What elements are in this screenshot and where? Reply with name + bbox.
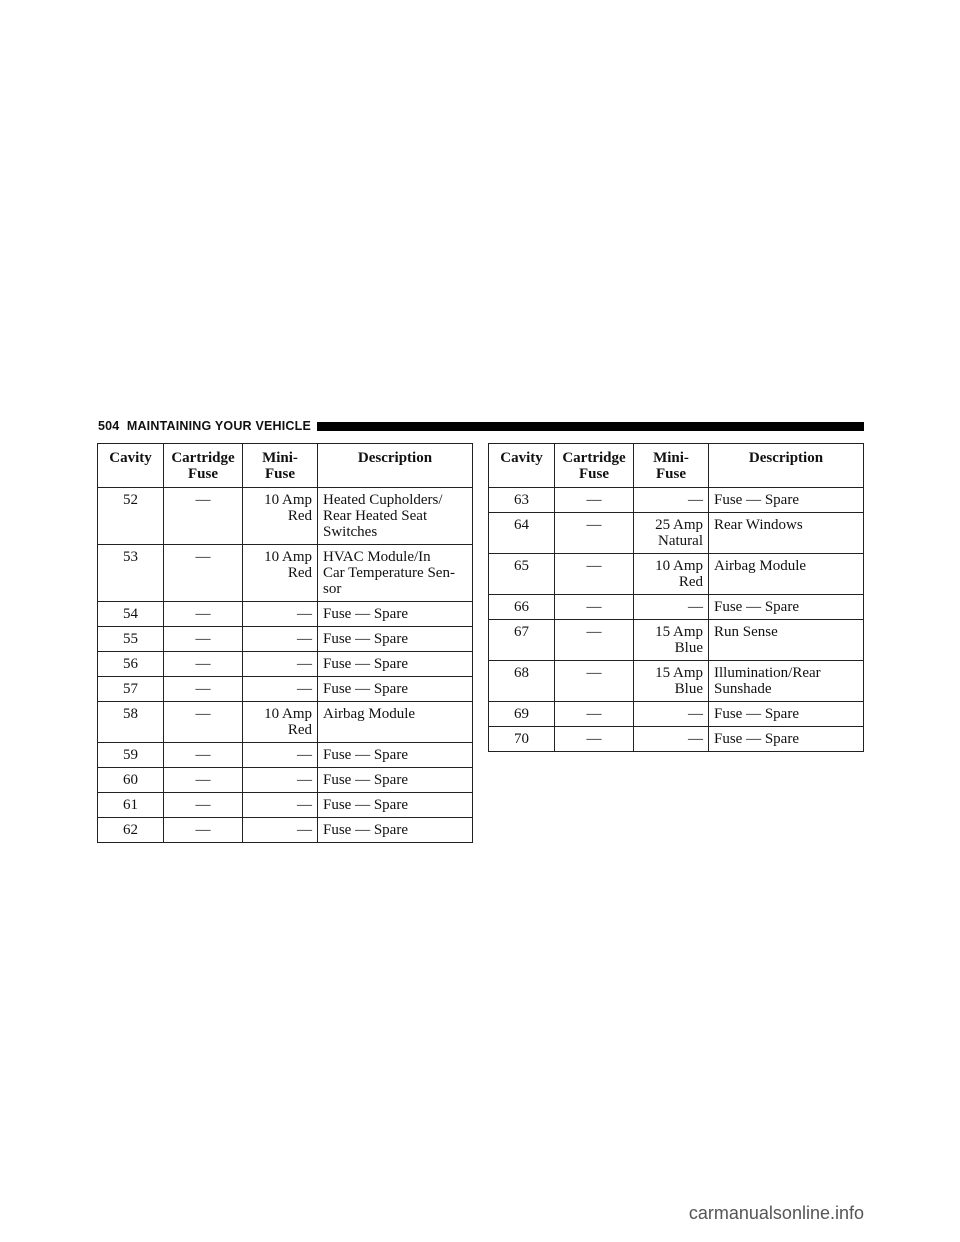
table-row	[98, 743, 473, 768]
cell-cavity: 55	[98, 627, 164, 652]
page-number: 504	[98, 419, 120, 433]
table-row	[489, 488, 864, 513]
cell-mini-fuse: 15 Amp Blue	[634, 661, 709, 702]
cell-mini-fuse: 10 Amp Red	[243, 488, 318, 545]
cell-cavity: 59	[98, 743, 164, 768]
cell-cartridge: —	[164, 818, 243, 843]
cell-description: Fuse — Spare	[709, 488, 864, 513]
table-row	[489, 513, 864, 554]
cell-description: Fuse — Spare	[318, 627, 473, 652]
cell-description: Fuse — Spare	[318, 793, 473, 818]
cell-description: Fuse — Spare	[709, 727, 864, 752]
cell-cartridge: —	[164, 793, 243, 818]
cell-description: Run Sense	[709, 620, 864, 661]
cell-cartridge: —	[555, 727, 634, 752]
cell-cartridge: —	[555, 554, 634, 595]
cell-cavity: 52	[98, 488, 164, 545]
fuse-table-left-body	[98, 488, 473, 843]
cell-cavity: 70	[489, 727, 555, 752]
fuse-table-right-body	[489, 488, 864, 752]
fuse-table-left	[97, 443, 473, 843]
table-row	[98, 627, 473, 652]
cell-cartridge: —	[164, 627, 243, 652]
page-header	[98, 417, 864, 435]
cell-mini-fuse: —	[634, 702, 709, 727]
table-row	[98, 488, 473, 545]
table-row	[489, 702, 864, 727]
cell-cavity: 65	[489, 554, 555, 595]
cell-description: Fuse — Spare	[318, 768, 473, 793]
cell-description: Fuse — Spare	[318, 652, 473, 677]
fuse-table-right	[488, 443, 864, 752]
cell-cartridge: —	[555, 595, 634, 620]
cell-mini-fuse: —	[634, 488, 709, 513]
table-row	[98, 793, 473, 818]
col-header-description: Description	[318, 444, 473, 488]
cell-cartridge: —	[164, 677, 243, 702]
cell-cavity: 57	[98, 677, 164, 702]
cell-cavity: 60	[98, 768, 164, 793]
cell-description: Fuse — Spare	[318, 602, 473, 627]
cell-description: Rear Windows	[709, 513, 864, 554]
cell-mini-fuse: —	[243, 602, 318, 627]
cell-description: HVAC Module/In Car Temperature Sen- sor	[318, 545, 473, 602]
cell-cavity: 63	[489, 488, 555, 513]
cell-cavity: 53	[98, 545, 164, 602]
col-header-mini: Mini- Fuse	[634, 444, 709, 488]
cell-cartridge: —	[164, 602, 243, 627]
col-header-cartridge: Cartridge Fuse	[555, 444, 634, 488]
cell-mini-fuse: —	[243, 652, 318, 677]
col-header-description: Description	[709, 444, 864, 488]
cell-mini-fuse: 10 Amp Red	[634, 554, 709, 595]
cell-cavity: 67	[489, 620, 555, 661]
cell-cartridge: —	[164, 545, 243, 602]
footer-watermark: carmanualsonline.info	[688, 1203, 864, 1223]
cell-mini-fuse: —	[634, 595, 709, 620]
cell-description: Fuse — Spare	[709, 702, 864, 727]
table-row	[98, 652, 473, 677]
table-row	[98, 602, 473, 627]
cell-cavity: 56	[98, 652, 164, 677]
cell-mini-fuse: 25 Amp Natural	[634, 513, 709, 554]
cell-mini-fuse: 10 Amp Red	[243, 702, 318, 743]
cell-description: Fuse — Spare	[709, 595, 864, 620]
cell-cavity: 54	[98, 602, 164, 627]
cell-cavity: 66	[489, 595, 555, 620]
cell-cavity: 62	[98, 818, 164, 843]
cell-description: Fuse — Spare	[318, 743, 473, 768]
cell-mini-fuse: —	[634, 727, 709, 752]
page-header-text	[98, 419, 311, 433]
cell-cavity: 58	[98, 702, 164, 743]
cell-description: Illumination/Rear Sunshade	[709, 661, 864, 702]
cell-cartridge: —	[164, 768, 243, 793]
cell-cartridge: —	[555, 488, 634, 513]
table-row	[489, 620, 864, 661]
cell-cartridge: —	[555, 702, 634, 727]
cell-cartridge: —	[164, 652, 243, 677]
table-row	[98, 818, 473, 843]
table-row	[489, 727, 864, 752]
cell-mini-fuse: 15 Amp Blue	[634, 620, 709, 661]
cell-description: Fuse — Spare	[318, 677, 473, 702]
cell-cartridge: —	[164, 488, 243, 545]
table-row	[98, 677, 473, 702]
table-row	[489, 595, 864, 620]
col-header-cavity: Cavity	[489, 444, 555, 488]
table-header-row	[489, 444, 864, 488]
table-row	[98, 545, 473, 602]
cell-description: Airbag Module	[318, 702, 473, 743]
col-header-cavity: Cavity	[98, 444, 164, 488]
cell-mini-fuse: —	[243, 818, 318, 843]
cell-cartridge: —	[164, 743, 243, 768]
cell-cavity: 69	[489, 702, 555, 727]
cell-mini-fuse: —	[243, 627, 318, 652]
cell-mini-fuse: 10 Amp Red	[243, 545, 318, 602]
col-header-cartridge: Cartridge Fuse	[164, 444, 243, 488]
cell-cavity: 61	[98, 793, 164, 818]
section-title: MAINTAINING YOUR VEHICLE	[126, 419, 312, 433]
cell-description: Heated Cupholders/ Rear Heated Seat Switches	[318, 488, 473, 545]
header-rule	[317, 422, 864, 431]
table-row	[98, 768, 473, 793]
table-row	[98, 702, 473, 743]
cell-cavity: 68	[489, 661, 555, 702]
cell-cavity: 64	[489, 513, 555, 554]
table-row	[489, 554, 864, 595]
table-row	[489, 661, 864, 702]
cell-mini-fuse: —	[243, 768, 318, 793]
cell-description: Airbag Module	[709, 554, 864, 595]
cell-cartridge: —	[555, 513, 634, 554]
col-header-mini: Mini- Fuse	[243, 444, 318, 488]
cell-cartridge: —	[555, 620, 634, 661]
cell-mini-fuse: —	[243, 793, 318, 818]
cell-cartridge: —	[164, 702, 243, 743]
cell-mini-fuse: —	[243, 677, 318, 702]
cell-mini-fuse: —	[243, 743, 318, 768]
cell-cartridge: —	[555, 661, 634, 702]
table-header-row	[98, 444, 473, 488]
cell-description: Fuse — Spare	[318, 818, 473, 843]
